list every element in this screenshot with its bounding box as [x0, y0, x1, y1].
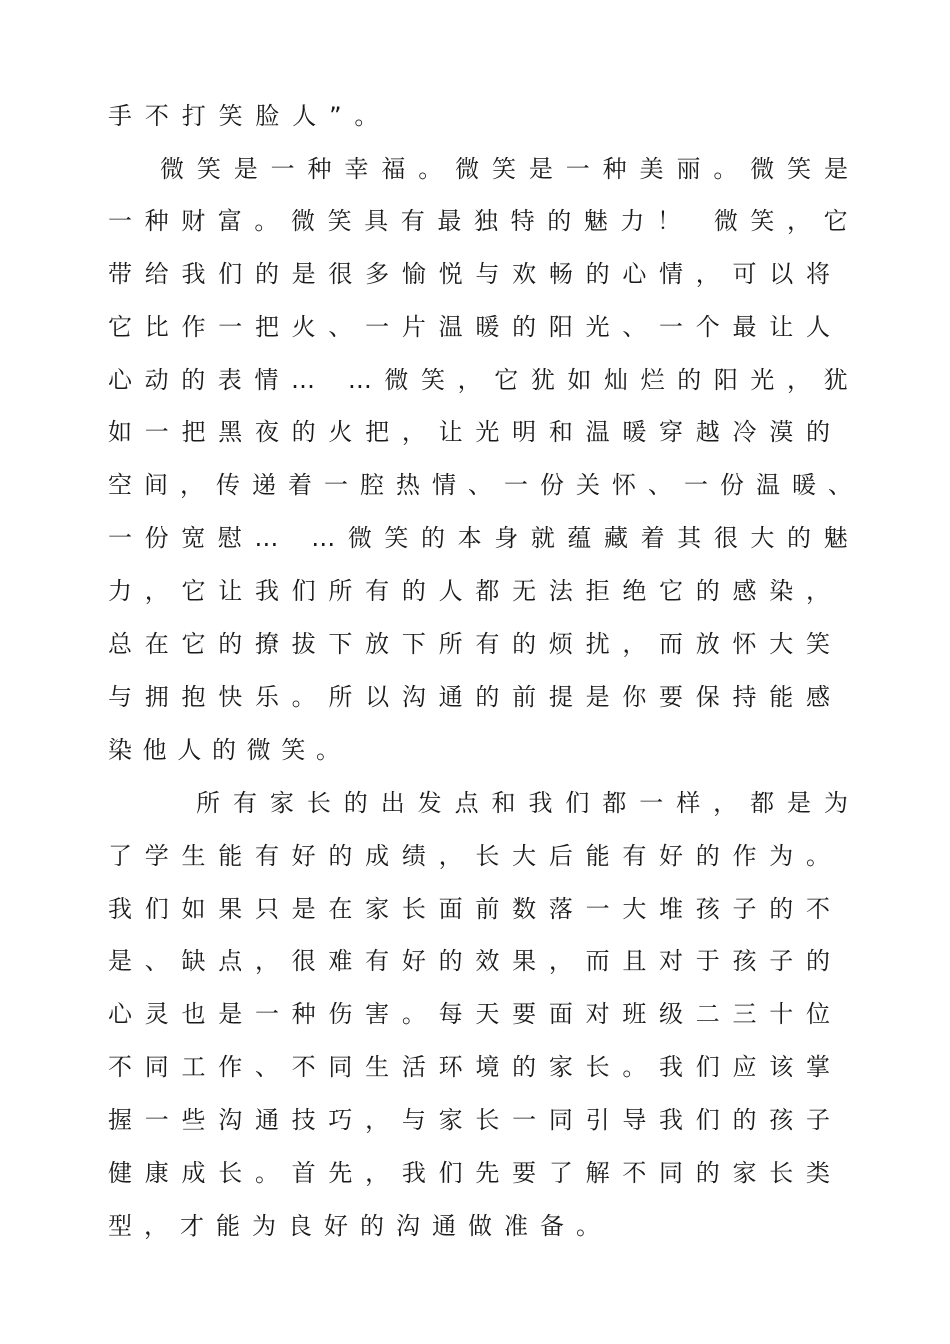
text-line: 心灵也是一种伤害。每天要面对班级二三十位 — [108, 1000, 843, 1028]
text-line: 它比作一把火、一片温暖的阳光、一个最让人 — [108, 313, 843, 341]
text-line: 如一把黑夜的火把，让光明和温暖穿越冷漠的 — [108, 418, 843, 446]
text-line: 力，它让我们所有的人都无法拒绝它的感染， — [108, 577, 843, 605]
text-line: 手不打笑脸人”。 — [108, 102, 392, 130]
text-line: 是、缺点，很难有好的效果，而且对于孩子的 — [108, 947, 843, 975]
text-line: 型，才能为良好的沟通做准备。 — [108, 1212, 612, 1240]
text-line: 我们如果只是在家长面前数落一大堆孩子的不 — [108, 895, 843, 923]
text-line: 握一些沟通技巧，与家长一同引导我们的孩子 — [108, 1106, 843, 1134]
text-line: 与拥抱快乐。所以沟通的前提是你要保持能感 — [108, 683, 843, 711]
text-line: 带给我们的是很多愉悦与欢畅的心情，可以将 — [108, 260, 843, 288]
text-line: 不同工作、不同生活环境的家长。我们应该掌 — [108, 1053, 843, 1081]
text-line: 了学生能有好的成绩，长大后能有好的作为。 — [108, 842, 843, 870]
text-line: 空间，传递着一腔热情、一份关怀、一份温暖、 — [108, 471, 864, 499]
text-line: 所有家长的出发点和我们都一样，都是为 — [196, 789, 861, 817]
text-line: 一份宽慰… …微笑的本身就蕴藏着其很大的魅 — [108, 524, 861, 552]
text-line: 染他人的微笑。 — [108, 736, 351, 764]
text-line: 一种财富。微笑具有最独特的魅力！ 微笑，它 — [108, 207, 861, 235]
text-line: 心动的表情… …微笑，它犹如灿烂的阳光，犹 — [108, 366, 861, 394]
text-line: 总在它的撩拔下放下所有的烦扰，而放怀大笑 — [108, 630, 843, 658]
text-line: 微笑是一种幸福。微笑是一种美丽。微笑是 — [160, 155, 861, 183]
text-line: 健康成长。首先，我们先要了解不同的家长类 — [108, 1159, 843, 1187]
